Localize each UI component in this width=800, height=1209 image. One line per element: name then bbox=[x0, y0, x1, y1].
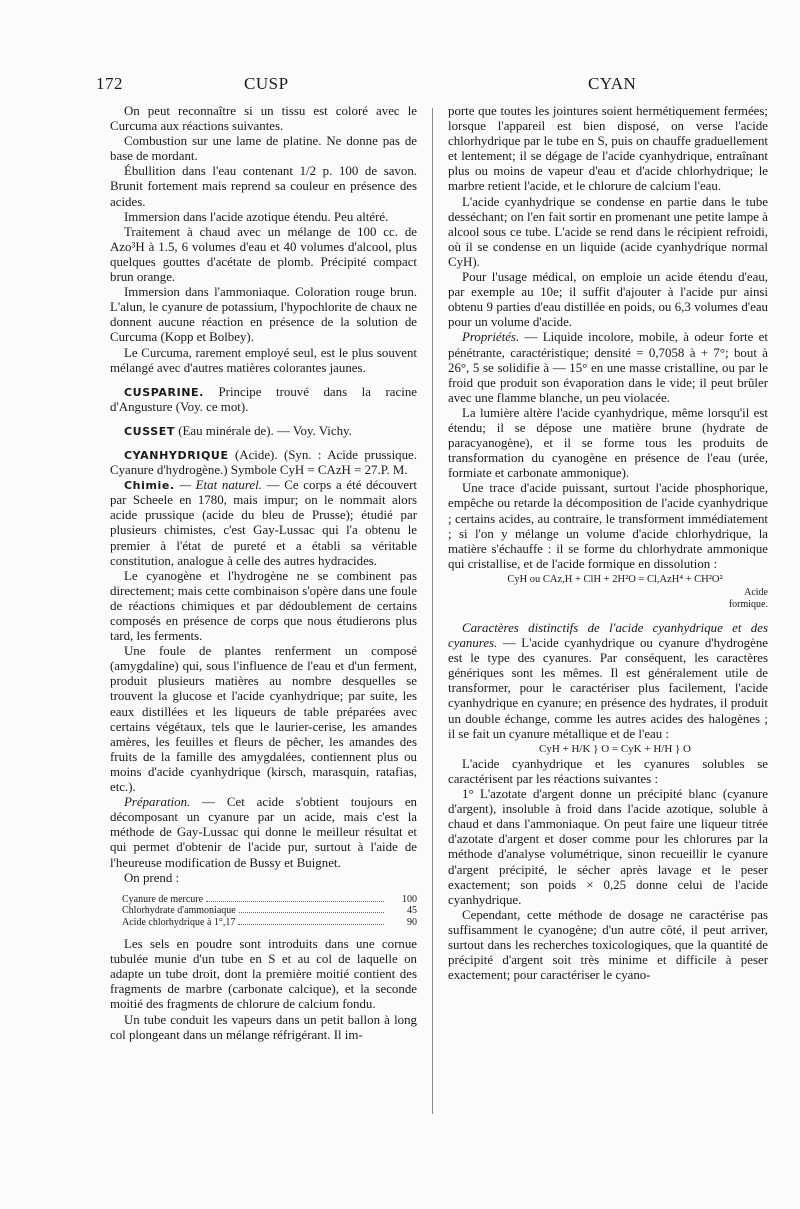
paragraph: Traitement à chaud avec un mélange de 100 cc. de Azo³H à 1.5, 6 volumes d'eau et 40 volumes d'alcool, plus quelques gouttes d'acétate de plomb. Précipité compact brun orange. bbox=[110, 224, 417, 285]
paragraph: Immersion dans l'acide azotique étendu. Peu altéré. bbox=[124, 209, 389, 224]
recipe-qty: 45 bbox=[407, 905, 417, 917]
paragraph: Cependant, cette méthode de dosage ne caractérise pas suffisamment le cyanogène; d'un autre côté, il peut arriver, surtout dans les recherches toxicologiques, que la quantité de précipité d'argent soit très minime et difficile à peser exactement; pour caractériser le cyano- bbox=[448, 907, 768, 983]
paragraph: La lumière altère l'acide cyanhydrique, même lorsqu'il est étendu; il se dépose une matière brune (hydrate de paracyanogène), et il se forme tous les produits de transformation du cyanogène en présence de l'eau (urée, formiate et carbonate ammonique). bbox=[448, 405, 768, 481]
paragraph: L'acide cyanhydrique se condense en partie dans le tube desséchant; on l'en fait sortir en promenant une petite lampe à alcool sous ce tube. L'acide se rend dans le récipient refroidi, où il se condense en un liquide (acide cyanhydrique normal CyH). bbox=[448, 194, 768, 269]
recipe-row bbox=[122, 894, 417, 906]
chemical-equation: CyH ou CAz,H + ClH + 2H²O = Cl,AzH⁴ + CH²O² bbox=[507, 573, 723, 585]
paragraph: Ébullition dans l'eau contenant 1/2 p. 100 de savon. Brunit fortement mais reprend sa couleur en présence des acides. bbox=[110, 164, 417, 209]
entry-cyanhydrique bbox=[110, 448, 417, 478]
recipe-qty: 90 bbox=[407, 917, 417, 929]
paragraph: Immersion dans l'ammoniaque. Coloration rouge brun. L'alun, le cyanure de potassium, l'hypochlorite de chaux ne donnent aucune réaction en présence de la solution de Curcuma (Kopp et Bolbey). bbox=[110, 285, 417, 345]
paragraph: Un tube conduit les vapeurs dans un petit ballon à long col plongeant dans un mélange réfrigérant. Il im- bbox=[110, 1012, 417, 1042]
paragraph: L'acide cyanhydrique et les cyanures solubles se caractérisent par les réactions suivantes : bbox=[448, 756, 768, 786]
paragraph: Le Curcuma, rarement employé seul, est le plus souvent mélangé avec d'autres matières colorantes jaunes. bbox=[110, 345, 417, 375]
chimie-paragraph bbox=[110, 478, 417, 569]
leader-dots bbox=[206, 901, 384, 902]
paragraph: On prend : bbox=[124, 870, 180, 885]
proprietes-paragraph bbox=[448, 330, 768, 405]
recipe-table bbox=[122, 894, 417, 929]
caracteres-paragraph bbox=[448, 621, 768, 742]
section-term: Préparation. bbox=[124, 795, 191, 810]
section-heading: Caractères distinctifs de l'acide cyanhydrique et des cyanures. bbox=[448, 621, 768, 651]
page-header bbox=[0, 74, 800, 98]
running-head-right: CYAN bbox=[588, 74, 637, 93]
page-number: 172 bbox=[96, 74, 123, 93]
paragraph: Combustion sur une lame de platine. Ne donne pas de base de mordant. bbox=[110, 134, 417, 164]
paragraph: Le cyanogène et l'hydrogène ne se combinent pas directement; mais cette combinaison s'opère dans une foule de réactions chimiques et par dédoublement de certains composés en présence de corps que nous étudierons plus tard, les ferments. bbox=[110, 568, 417, 644]
recipe-qty: 100 bbox=[402, 893, 417, 905]
section-term: Chimie. bbox=[124, 479, 175, 493]
entry-term: CUSPARINE. bbox=[124, 385, 204, 399]
entry-term: CYANHYDRIQUE bbox=[124, 448, 229, 462]
paragraph: Une foule de plantes renferment un composé (amygdaline) qui, sous l'influence de l'eau et d'un ferment, produit plusieurs matières au nombre desquelles se trouvent la glucose et l'acide cyanhydrique; par suite, les eaux distillées et les liqueurs de table préparées avec certains végétaux, tels que le laurier-cerise, les amandes amères, les feuilles et fleurs de pêcher, les amandes des fruits de la famille des amygdalées, contiennent plus ou moins d'acide cyanhydrique (kirsch, marasquin, ratafias, etc.). bbox=[110, 644, 417, 795]
entry-term: CUSSET bbox=[124, 424, 175, 438]
equation-note-line: formique. bbox=[728, 599, 768, 610]
paragraph: Pour l'usage médical, on emploie un acide étendu d'eau, par exemple au 10e; il suffit d'ajouter à l'acide pur ainsi obtenu 9 parties d'eau distillée en poids, ou 6,3 volumes d'eau pour un volume d'acide. bbox=[448, 270, 768, 330]
section-text: — Ce corps a été découvert par Scheele en 1780, mais impur; on le nommait alors acide prussique (acide du bleu de Prusse); étudié par plusieurs chimistes, c'est Gay-Lussac qui l'a obtenu le premier à l'état de pureté et a établi sa véritable constitution, analogue à celle des autres hydracides. bbox=[110, 478, 417, 568]
running-head-left: CUSP bbox=[244, 74, 289, 93]
paragraph: porte que toutes les jointures soient hermétiquement fermées; lorsque l'appareil est bien disposé, on verse l'acide chlorhydrique par le tube en S, puis on chauffe graduellement et lentement; il se dégage de l'acide cyanhydrique, entraînant plus ou moins de vapeur d'eau et d'acide chlorhydrique; le marbre retient l'acide, et le chlorure de calcium l'eau. bbox=[448, 104, 768, 194]
recipe-name: Cyanure de mercure bbox=[122, 893, 204, 905]
recipe-row bbox=[122, 917, 417, 929]
leader-dots bbox=[239, 912, 384, 913]
section-text: — L'acide cyanhydrique ou cyanure d'hydrogène est le type des cyanures. Par conséquent, les caractères génériques sont les mêmes. Il est généralement utile de transformer, pour le caractériser plus facilement, l'acide cyanhydrique en cyanure; en présence des hydrates, il produit un double échange, comme les autres acides des halogènes ; il se fait un cyanure métallique et de l'eau : bbox=[448, 636, 768, 741]
equation-note bbox=[448, 587, 768, 611]
section-text: — Liquide incolore, mobile, à odeur forte et pénétrante, caractéristique; densité = 0,7058 à + 7°; bout à 26°, 5 se solidifie à — 15° en une masse cristalline, ou par le froid que produit son évaporation dans le vide; il peut brûler avec une flamme blanche, un peu violacée. bbox=[448, 330, 768, 405]
entry-text: Principe trouvé dans la racine d'Angusture (Voy. ce mot). bbox=[110, 384, 417, 414]
recipe-name: Acide chlorhydrique à 1°,17 bbox=[122, 917, 236, 929]
section-term: Propriétés. bbox=[462, 330, 520, 345]
entry-text: (Eau minérale de). — Voy. Vichy. bbox=[174, 423, 352, 438]
column-divider bbox=[432, 108, 433, 1114]
left-column bbox=[110, 104, 417, 1043]
entry-text: (Acide). (Syn. : Acide prussique. Cyanure d'hydrogène.) Symbole CyH = CAzH = 27.P. M. bbox=[110, 447, 417, 478]
section-text: — Cet acide s'obtient toujours en décomposant un cyanure par un acide, mais c'est la méthode de Gay-Lussac qui donne le meilleur résultat et qui permet d'obtenir de l'acide pur, surtout à l'aide de l'heureuse modification de Bussy et Buignet. bbox=[110, 795, 417, 870]
chemical-equation: CyH + H/K } O = CyK + H/H } O bbox=[538, 742, 691, 755]
recipe-name: Chlorhydrate d'ammoniaque bbox=[122, 905, 236, 917]
paragraph: 1° L'azotate d'argent donne un précipité blanc (cyanure d'argent), insoluble à froid dans l'acide azotique, soluble à chaud et dans l'ammoniaque. On peut faire une liqueur titrée d'azotate d'argent et doser comme pour les chlorures par la méthode d'analyse volumétrique, sinon recueillir le cyanure d'argent précipité, le sécher après lavage et le peser exactement; son poids × 0,25 donne celui de l'acide cyanhydrique. bbox=[448, 787, 768, 907]
equation-note-line: Acide bbox=[744, 587, 768, 598]
paragraph: Une trace d'acide puissant, surtout l'acide phosphorique, empêche ou retarde la décomposition de l'acide cyanhydrique ; certains acides, au contraire, le transforment immédiatement ; si l'on y mélange un volume d'acide chlorhydrique, la matière s'échauffe : il se forme du chlorhydrate ammonique qui cristallise, et de l'acide formique en dissolution : bbox=[448, 481, 768, 571]
leader-dots bbox=[238, 924, 384, 925]
preparation-paragraph bbox=[110, 795, 417, 870]
section-sub: — Etat naturel. bbox=[174, 478, 262, 493]
entry-cusset bbox=[110, 424, 417, 439]
paragraph: On peut reconnaître si un tissu est coloré avec le Curcuma aux réactions suivantes. bbox=[110, 104, 417, 134]
right-column bbox=[448, 104, 768, 983]
recipe-row bbox=[122, 905, 417, 917]
paragraph: Les sels en poudre sont introduits dans une cornue tubulée munie d'un tube en S et au col de laquelle on adapte un tube droit, dont la première moitié contient des fragments de marbre (carbonate calcique), et la seconde moitié des fragments de chlorure de calcium fondu. bbox=[110, 937, 417, 1012]
entry-cusparine bbox=[110, 385, 417, 415]
